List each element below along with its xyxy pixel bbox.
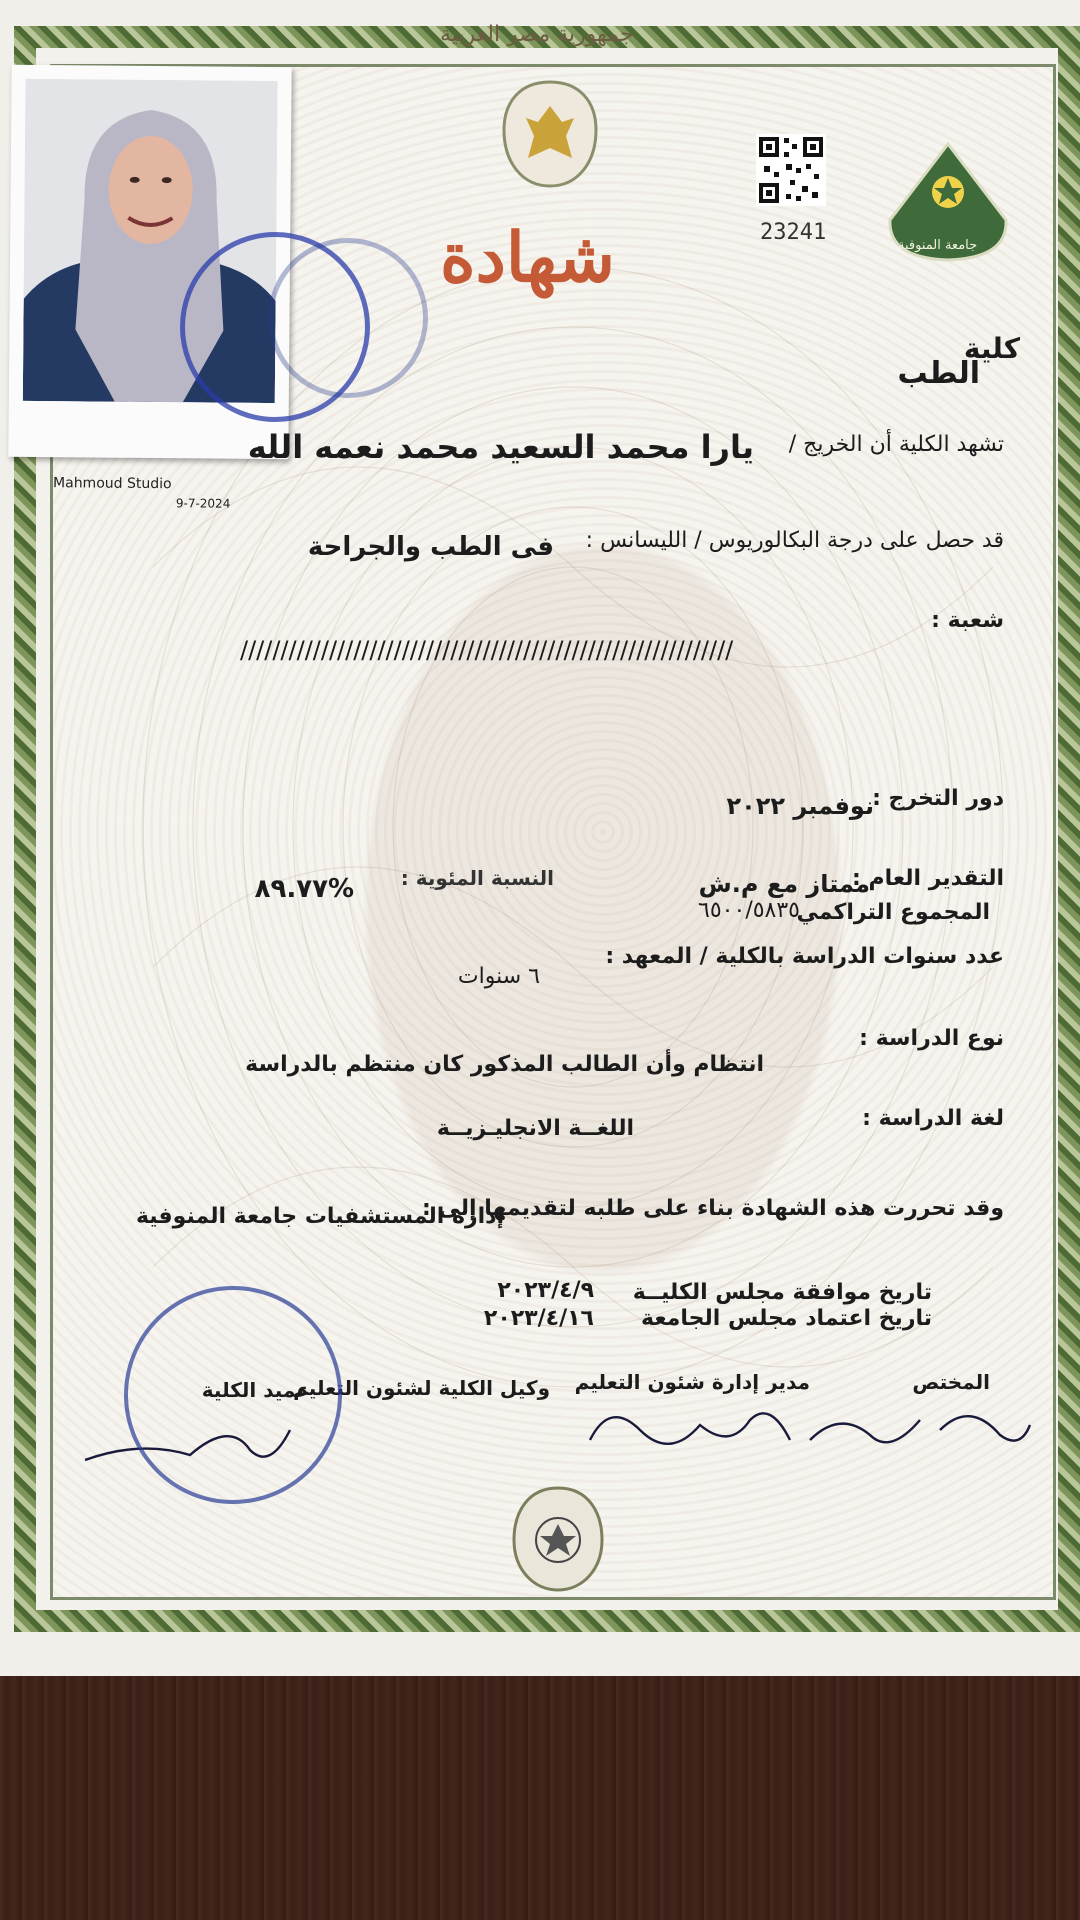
years-label: عدد سنوات الدراسة بالكلية / المعهد : xyxy=(605,944,1004,969)
certificate-title: شهادة xyxy=(440,218,615,298)
photo-studio-label: Mahmoud Studio xyxy=(52,475,172,493)
handwritten-signatures xyxy=(580,1380,1040,1470)
language-value: اللغــة الانجليـزيــة xyxy=(436,1116,634,1141)
header-banner: جمهورية مصر العربية xyxy=(440,22,634,47)
session-value: نوفمبر ٢٠٢٢ xyxy=(726,792,874,820)
branch-value: ///////////////////////////////////////////////////////////// xyxy=(240,636,734,664)
graduate-label: تشهد الكلية أن الخريج / xyxy=(788,432,1004,457)
session-label: دور التخرج : xyxy=(872,786,1004,811)
univ-council-date: ٢٠٢٣/٤/١٦ xyxy=(483,1306,594,1331)
percentage-label: النسبة المئوية : xyxy=(400,866,554,890)
study-type-label: نوع الدراسة : xyxy=(859,1026,1004,1051)
faculty-label: كلية xyxy=(963,332,1020,365)
language-label: لغة الدراسة : xyxy=(862,1106,1004,1131)
issued-value: إدارة المستشفيات جامعة المنوفية xyxy=(135,1204,504,1229)
univ-council-label: تاريخ اعتماد مجلس الجامعة xyxy=(641,1306,932,1331)
total-value: ٦٥٠٠/٥٨٣٥ xyxy=(698,898,800,923)
issued-label: وقد تحررت هذه الشهادة بناء على طلبه لتقديمها إلى : xyxy=(422,1196,1004,1221)
study-type-value: انتظام وأن الطالب المذكور كان منتظم بالدراسة xyxy=(245,1052,764,1077)
graduate-name: يارا محمد السعيد محمد نعمه الله xyxy=(247,428,754,466)
percentage-value: %٨٩.٧٧ xyxy=(254,874,354,904)
embossed-seal-icon xyxy=(268,238,428,398)
faculty-council-date: ٢٠٢٣/٤/٩ xyxy=(497,1278,594,1303)
degree-value: فى الطب والجراحة xyxy=(307,532,554,562)
faculty-stamp-icon xyxy=(124,1286,342,1504)
branch-label: شعبة : xyxy=(931,608,1004,633)
photo-date: 9-7-2024 xyxy=(175,496,231,511)
wooden-table-background xyxy=(0,1640,1080,1920)
years-value: ٦ سنوات xyxy=(457,964,540,989)
serial-number: 23241 xyxy=(760,220,827,245)
sig-director-label: مدير إدارة شئون التعليم xyxy=(574,1370,810,1394)
eagle-emblem-icon xyxy=(500,78,600,190)
grade-value: ممتاز مع م.ش xyxy=(698,870,870,898)
grade-label: التقدير العام : xyxy=(852,866,1004,891)
sig-vice-dean-label: وكيل الكلية لشئون التعليم xyxy=(293,1376,550,1400)
faculty-value: الطب xyxy=(897,356,980,391)
university-logo-text: جامعة المنوفية xyxy=(898,238,978,253)
degree-label: قد حصل على درجة البكالوريوس / الليسانس : xyxy=(585,528,1004,553)
sig-dean-label: عميد الكلية xyxy=(201,1378,310,1402)
bottom-emblem-icon xyxy=(510,1484,606,1594)
qr-code-icon xyxy=(756,134,826,206)
total-label: المجموع التراكمي xyxy=(796,900,990,925)
faculty-council-label: تاريخ موافقة مجلس الكليــة xyxy=(632,1280,932,1305)
sig-specialist-label: المختص xyxy=(912,1370,990,1394)
